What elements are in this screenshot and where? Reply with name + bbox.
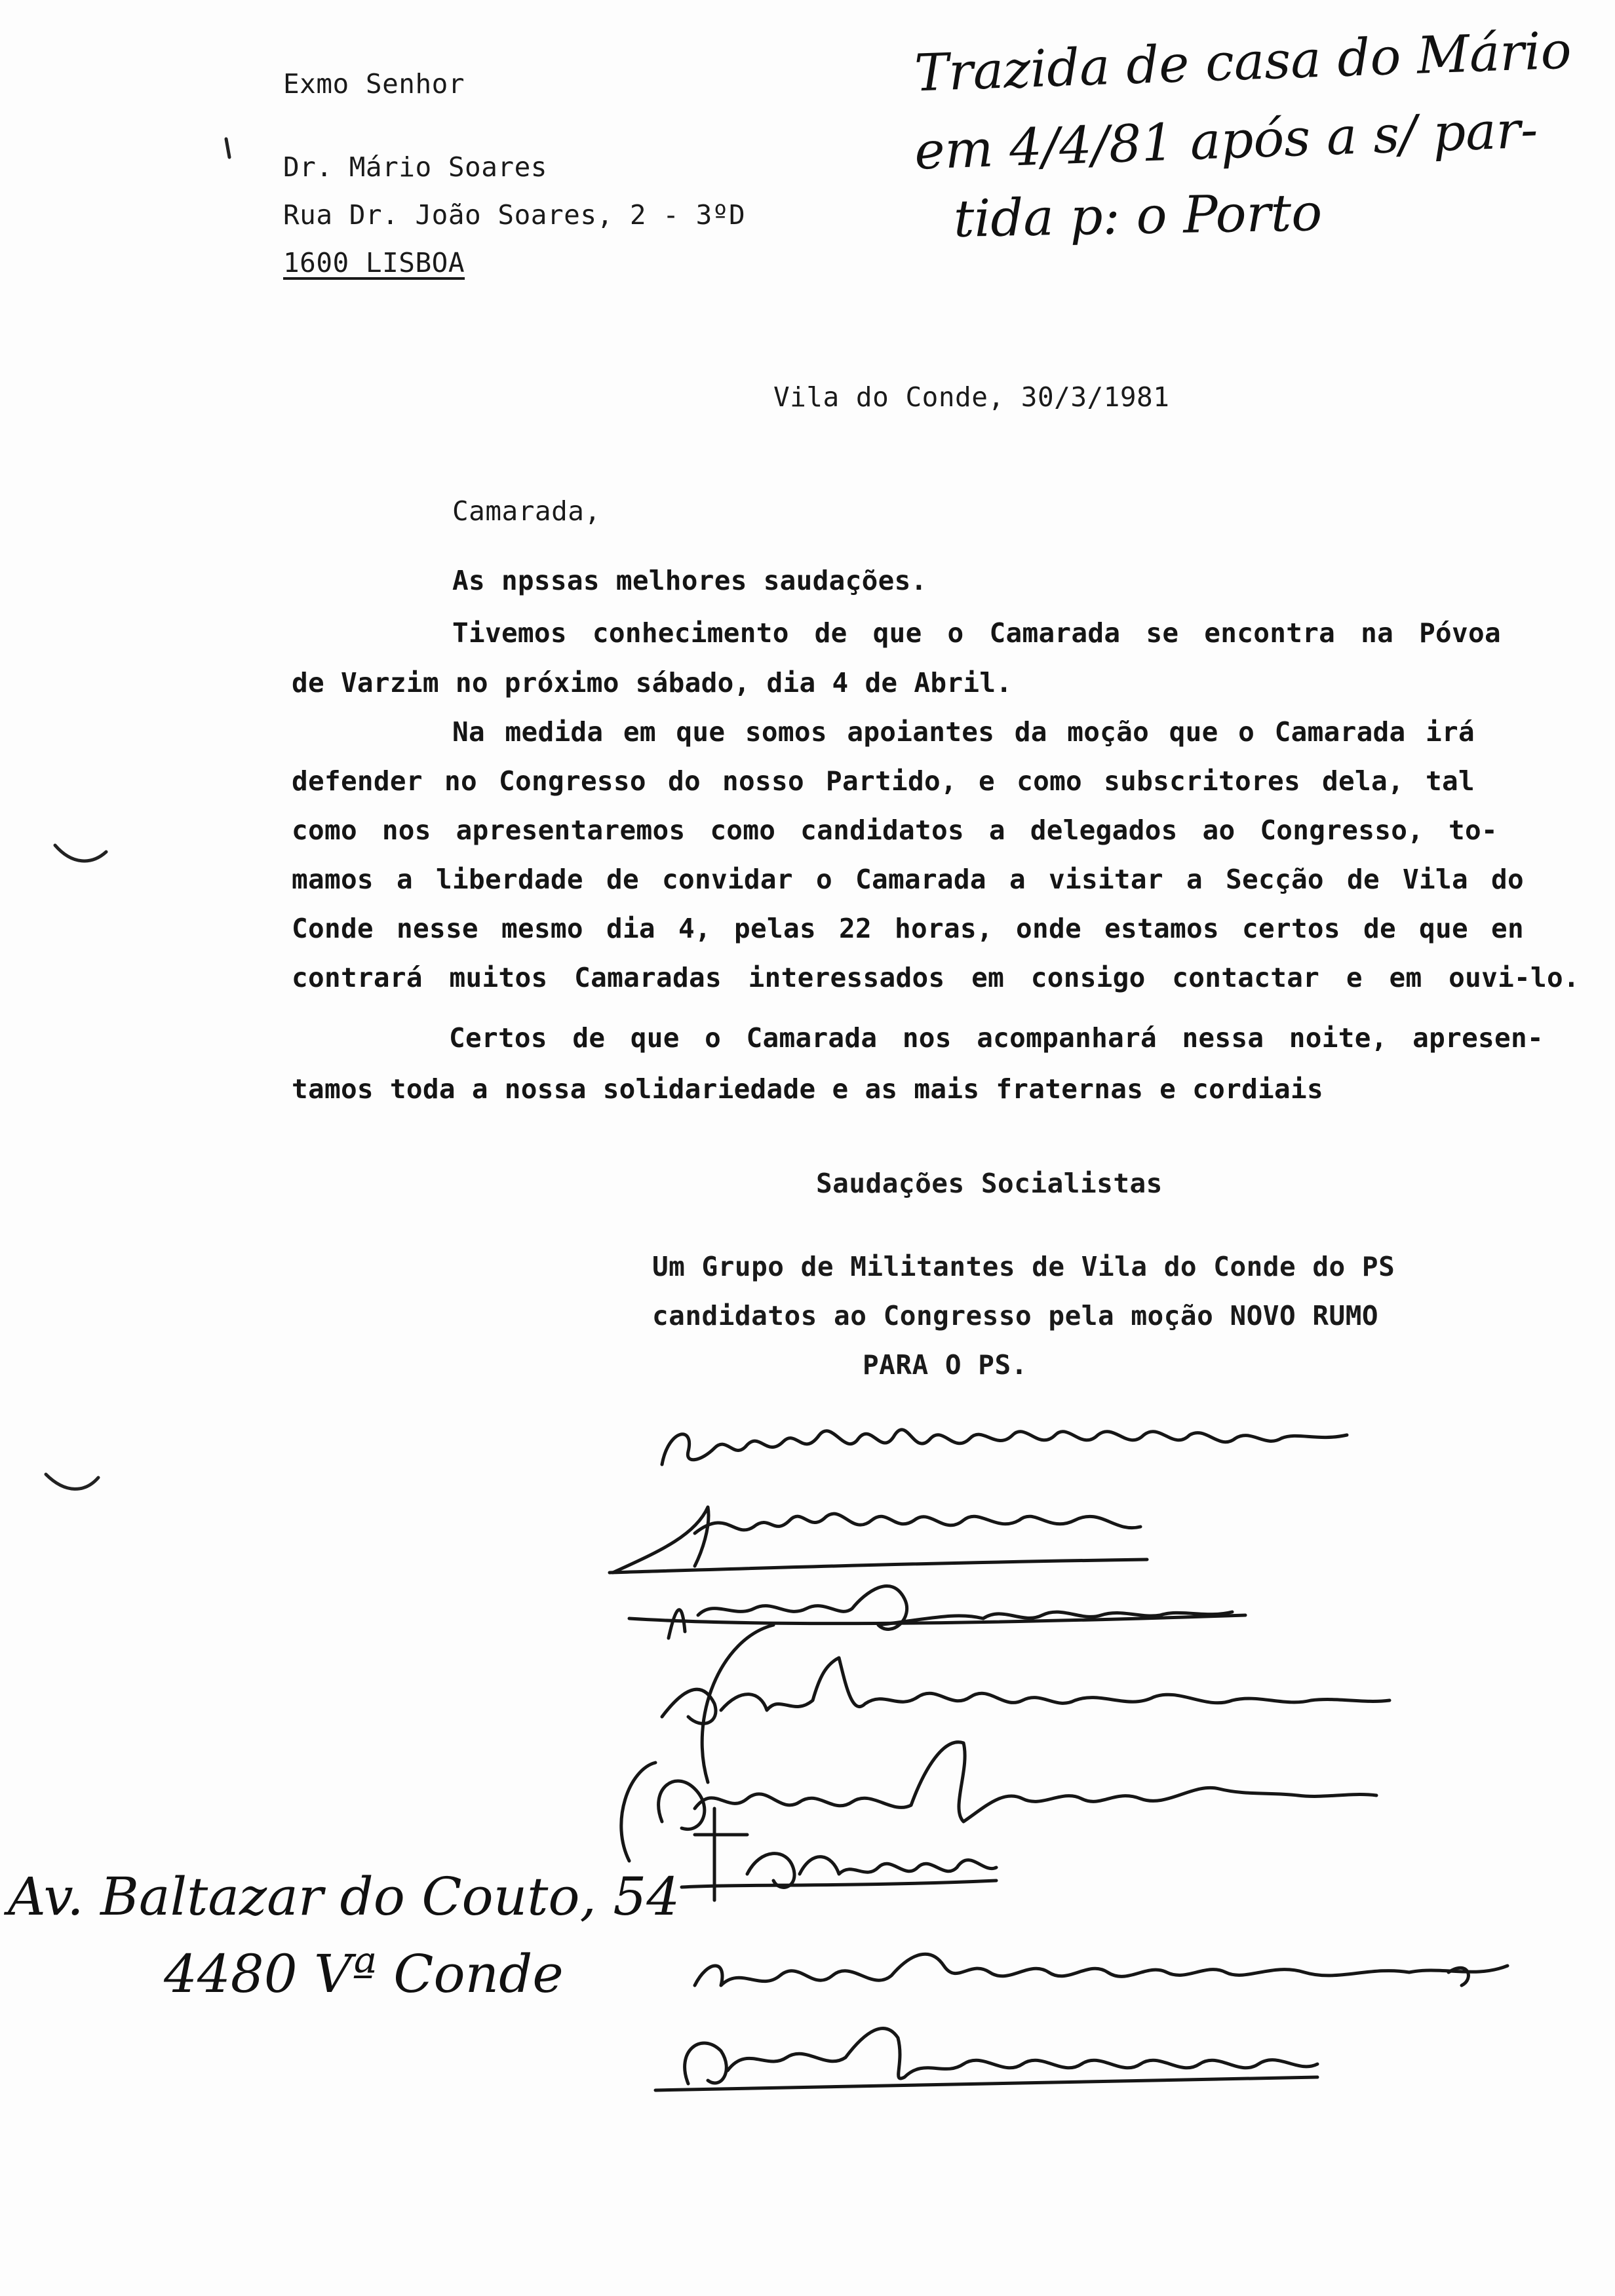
signatory-line-3: PARA O PS. <box>863 1349 1028 1381</box>
recipient-name: Dr. Mário Soares <box>283 151 547 183</box>
place-date: Vila do Conde, 30/3/1981 <box>773 381 1170 413</box>
recipient-salutation: Exmo Senhor <box>283 68 465 100</box>
handwritten-address-line-1: Av. Baltazar do Couto, 54 <box>8 1866 680 1927</box>
greeting: Camarada, <box>452 495 601 527</box>
handwritten-note-line-1: Trazida de casa do Mário <box>913 21 1572 104</box>
handwritten-note-line-2: em 4/4/81 após a s/ par- <box>913 100 1539 182</box>
closing: Saudações Socialistas <box>816 1168 1163 1199</box>
body-paragraph-3-line-4: mamos a liberdade de convidar o Camarada a visitar a Secção de Vila do <box>292 864 1524 895</box>
body-paragraph-3-line-2: defender no Congresso do nosso Partido, e como subscritores dela, tal <box>292 765 1475 797</box>
body-paragraph-4-line-2: tamos toda a nossa solidariedade e as mais fraternas e cordiais <box>292 1073 1323 1105</box>
body-paragraph-1: As npssas melhores saudações. <box>452 565 927 596</box>
body-paragraph-3-line-1: Na medida em que somos apoiantes da moção que o Camarada irá <box>452 716 1475 748</box>
recipient-city: 1600 LISBOA <box>283 247 465 278</box>
body-paragraph-3-line-6: contrará muitos Camaradas interessados em consigo contactar e em ouvi-lo. <box>292 962 1580 993</box>
body-paragraph-4-line-1: Certos de que o Camarada nos acompanhará nessa noite, apresen- <box>449 1022 1544 1054</box>
handwritten-note-line-3: tida p: o Porto <box>953 183 1323 249</box>
handwritten-address-line-2: 4480 Vª Conde <box>164 1943 564 2004</box>
signatory-line-2: candidatos ao Congresso pela moção NOVO RUMO <box>652 1300 1379 1331</box>
body-paragraph-2-line-2: de Varzim no próximo sábado, dia 4 de Abril. <box>292 667 1013 698</box>
signatory-line-1: Um Grupo de Militantes de Vila do Conde do PS <box>652 1251 1395 1282</box>
body-paragraph-2-line-1: Tivemos conhecimento de que o Camarada se encontra na Póvoa <box>452 617 1501 649</box>
recipient-street: Rua Dr. João Soares, 2 - 3ºD <box>283 199 746 231</box>
body-paragraph-3-line-3: como nos apresentaremos como candidatos a delegados ao Congresso, to- <box>292 814 1498 846</box>
body-paragraph-3-line-5: Conde nesse mesmo dia 4, pelas 22 horas, onde estamos certos de que en <box>292 913 1524 944</box>
